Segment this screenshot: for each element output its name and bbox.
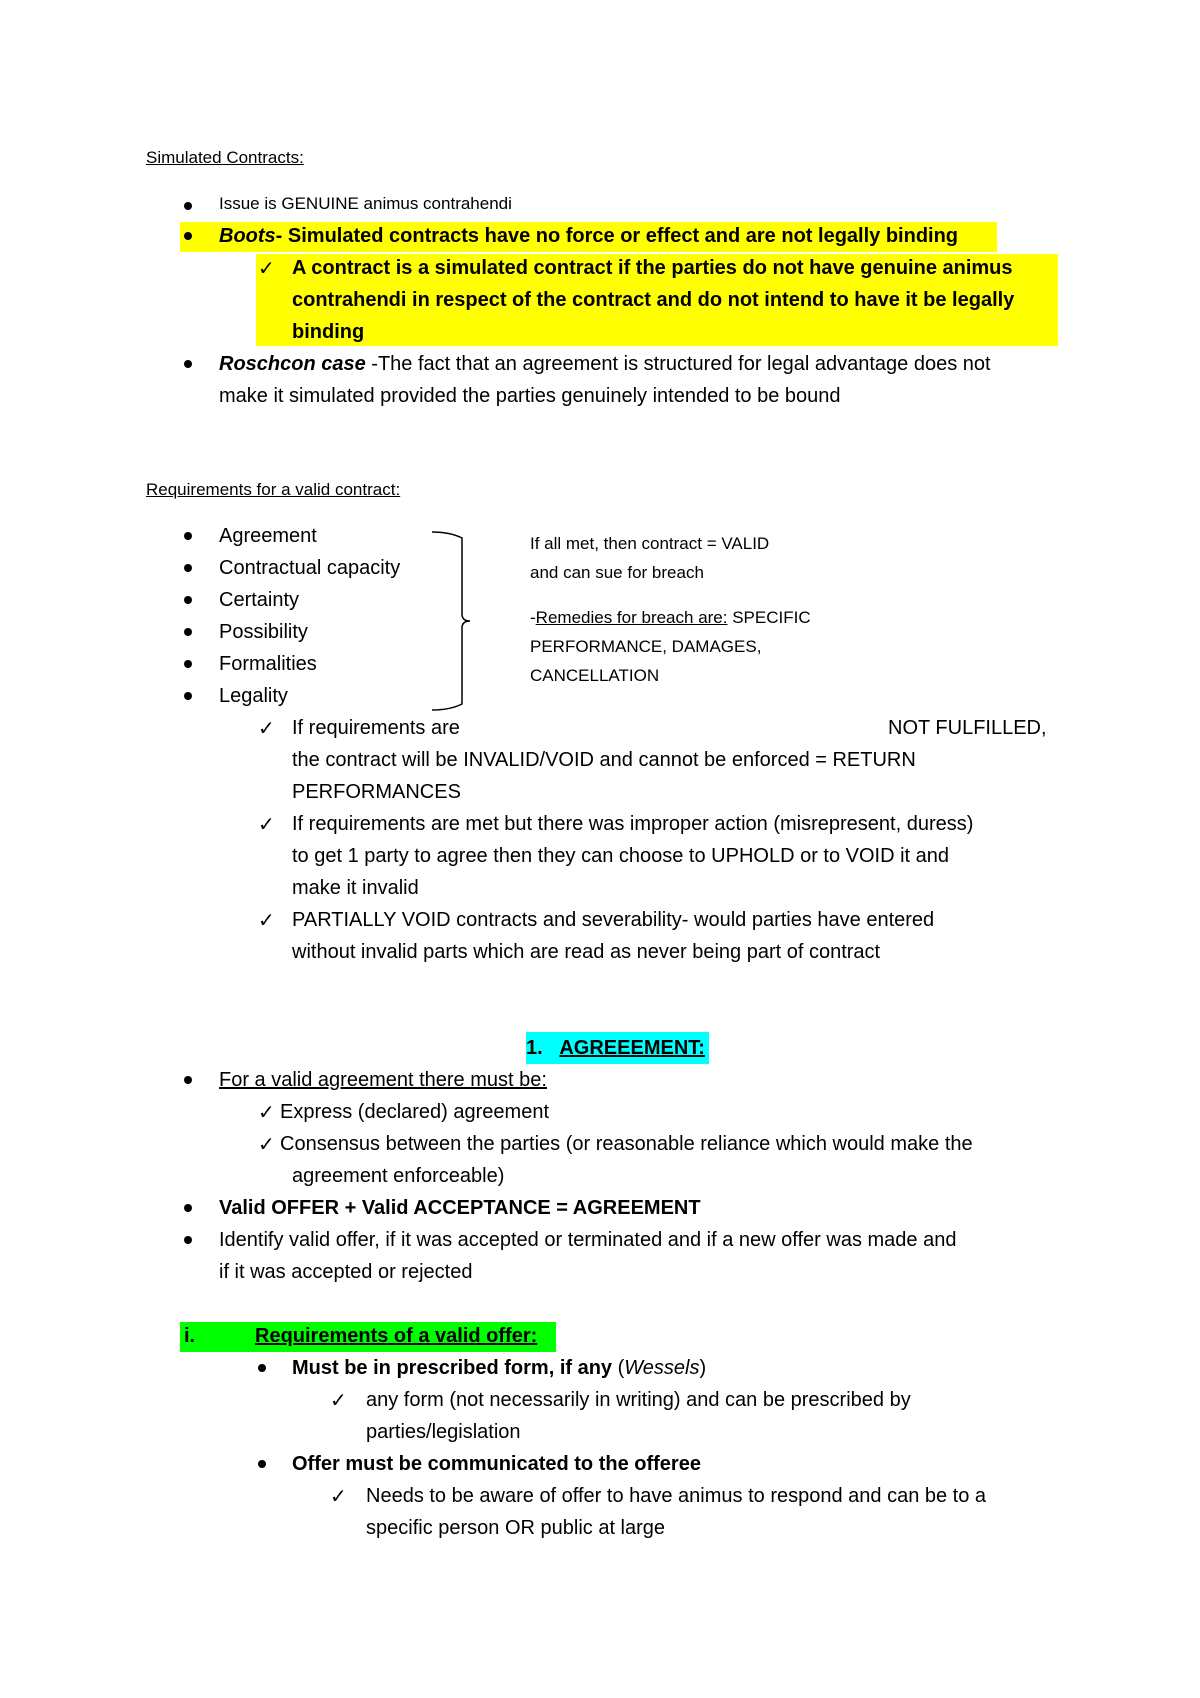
case-name-wessels: Wessels [624, 1357, 700, 1379]
offer-check-1-line-1: any form (not necessarily in writing) and can be prescribed by [366, 1389, 911, 1411]
requirement-item: Possibility [219, 621, 308, 643]
simulated-bullet-3-text: -The fact that an agreement is structured for legal advantage does not [365, 353, 991, 375]
paren-open: ( [612, 1357, 625, 1379]
side-note-line-2: and can sue for breach [530, 563, 704, 582]
bullet [258, 1364, 266, 1372]
side-note-remedies-rest: SPECIFIC [727, 608, 811, 627]
side-note-line-5: CANCELLATION [530, 666, 660, 685]
case-name-boots: Boots [219, 225, 276, 247]
paren-close: ) [699, 1357, 707, 1379]
requirements-check-1-line-3: PERFORMANCES [292, 781, 461, 803]
offer-check-1-line-2: parties/legislation [366, 1421, 521, 1443]
heading-agreement [526, 1032, 709, 1064]
simulated-bullet-3-line-2: make it simulated provided the parties genuinely intended to be bound [219, 385, 841, 407]
offer-bullet-1 [292, 1352, 706, 1384]
case-name-roschcon: Roschcon case [219, 353, 366, 375]
check-icon: ✓ [258, 716, 275, 740]
check-icon: ✓ [330, 1388, 347, 1412]
bullet [258, 1460, 266, 1468]
side-note-remedies-label: Remedies for breach are: [535, 608, 728, 627]
requirements-check-1-line-2: the contract will be INVALID/VOID and cannot be enforced = RETURN [292, 749, 916, 771]
requirements-check-3-line-2: without invalid parts which are read as never being part of contract [292, 941, 881, 963]
heading-requirements-valid-contract: Requirements for a valid contract: [146, 480, 401, 499]
requirements-check-2-line-1: If requirements are met but there was improper action (misrepresent, duress) [292, 813, 974, 835]
bullet [184, 360, 192, 368]
agreement-bullet-3-line-2: if it was accepted or rejected [219, 1261, 473, 1283]
bullet [184, 564, 192, 572]
bullet [184, 1204, 192, 1212]
offer-bullet-2: Offer must be communicated to the offeree [292, 1453, 701, 1475]
bullet [184, 202, 192, 210]
bullet [184, 1076, 192, 1084]
bullet [184, 628, 192, 636]
bullet [184, 1236, 192, 1244]
heading-agreement-number: 1. [526, 1037, 543, 1059]
bullet [184, 532, 192, 540]
check-icon: ✓ [258, 908, 275, 932]
side-note-line-3 [530, 604, 811, 632]
requirements-check-1-a: If requirements are [292, 717, 460, 739]
side-note-dash: - [530, 608, 536, 627]
check-icon: ✓ [258, 256, 275, 280]
offer-check-2-line-1: Needs to be aware of offer to have animus to respond and can be to a [366, 1485, 987, 1507]
agreement-check-2-line-1: Consensus between the parties (or reasonable reliance which would make the [280, 1133, 973, 1155]
bullet [184, 660, 192, 668]
heading-simulated-contracts: Simulated Contracts: [146, 148, 304, 167]
offer-bullet-1-text: Must be in prescribed form, if any [292, 1357, 613, 1379]
simulated-bullet-3 [219, 348, 991, 380]
side-note-line-1: If all met, then contract = VALID [530, 534, 770, 553]
requirements-check-1-b: NOT FULFILLED, [888, 717, 1047, 739]
check-icon: ✓ [258, 812, 275, 836]
requirement-item: Formalities [219, 653, 317, 675]
agreement-bullet-2: Valid OFFER + Valid ACCEPTANCE = AGREEMENT [219, 1197, 701, 1219]
requirements-check-2-line-3: make it invalid [292, 877, 419, 899]
check-icon: ✓ [258, 1132, 275, 1156]
simulated-check-line-1: A contract is a simulated contract if the parties do not have genuine animus [292, 257, 1013, 279]
requirement-item: Agreement [219, 525, 317, 547]
requirements-check-3-line-1: PARTIALLY VOID contracts and severability- would parties have entered [292, 909, 935, 931]
requirement-item: Legality [219, 685, 288, 707]
bullet [184, 692, 192, 700]
agreement-check-1: Express (declared) agreement [280, 1101, 550, 1123]
side-note-line-4: PERFORMANCE, DAMAGES, [530, 637, 762, 656]
bullet [184, 232, 192, 240]
check-icon: ✓ [330, 1484, 347, 1508]
simulated-bullet-1: Issue is GENUINE animus contrahendi [219, 194, 512, 213]
curly-brace-icon [428, 528, 470, 714]
simulated-check-line-3: binding [292, 321, 365, 343]
simulated-bullet-2 [219, 220, 958, 252]
heading-agreement-text: AGREEEMENT: [559, 1037, 705, 1059]
requirement-item: Contractual capacity [219, 557, 401, 579]
offer-check-2-line-2: specific person OR public at large [366, 1517, 666, 1539]
heading-valid-offer-number: i. [184, 1325, 196, 1347]
requirements-check-2-line-2: to get 1 party to agree then they can choose to UPHOLD or to VOID it and [292, 845, 950, 867]
heading-valid-offer: Requirements of a valid offer: [255, 1325, 538, 1347]
simulated-bullet-2-text: - Simulated contracts have no force or effect and are not legally binding [275, 225, 959, 247]
requirement-item: Certainty [219, 589, 300, 611]
agreement-bullet-3-line-1: Identify valid offer, if it was accepted or terminated and if a new offer was made and [219, 1229, 957, 1251]
bullet [184, 596, 192, 604]
simulated-check-line-2: contrahendi in respect of the contract and do not intend to have it be legally [292, 289, 1015, 311]
agreement-bullet-1: For a valid agreement there must be: [219, 1069, 547, 1091]
check-icon: ✓ [258, 1100, 275, 1124]
agreement-check-2-line-2: agreement enforceable) [292, 1165, 505, 1187]
